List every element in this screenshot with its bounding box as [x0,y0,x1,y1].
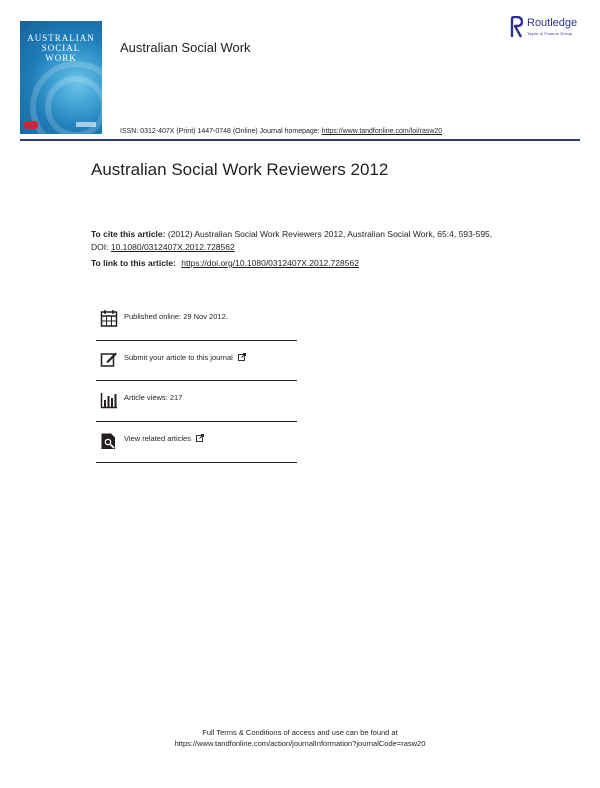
article-views-text: Article views: 217 [124,393,183,402]
info-divider [96,340,297,341]
submit-row[interactable] [96,342,297,382]
views-row [96,383,297,423]
edit-icon [100,350,118,368]
info-divider [96,462,297,463]
cover-title-line2: SOCIAL WORK [41,43,81,63]
submit-article-link[interactable]: Submit your article to this journal [124,353,233,362]
issn-line [120,128,442,135]
external-link-icon [196,434,204,442]
cover-logo-mark [24,121,38,129]
cover-title-line1: AUSTRALIAN [27,33,95,43]
article-title: Australian Social Work Reviewers 2012 [91,160,389,179]
journal-homepage-link[interactable]: https://www.tandfonline.com/loi/rasw20 [321,128,443,135]
link-line [91,258,359,268]
related-row[interactable] [96,424,297,464]
calendar-icon [100,309,118,327]
footer [0,727,600,749]
external-link-icon [238,353,246,361]
cite-label: To cite this article: [91,229,166,239]
info-divider [96,380,297,381]
info-divider [96,421,297,422]
published-online-text: Published online: 29 Nov 2012. [124,312,228,321]
view-related-articles-link[interactable]: View related articles [124,434,191,443]
footer-terms-text: Full Terms & Conditions of access and use can be found at [202,728,398,737]
publisher-name: Routledge [527,17,578,29]
journal-cover-image [20,21,102,134]
related-articles-search-icon [100,432,118,450]
citation-block [91,228,511,254]
article-doi-url-link[interactable]: https://doi.org/10.1080/0312407X.2012.728562 [181,258,359,268]
journal-title[interactable]: Australian Social Work [120,40,251,55]
cite-text: (2012) Australian Social Work Reviewers 2012, Australian Social Work, 65:4, 593-595, DOI: [91,229,493,252]
publisher-tagline: Taylor & Francis Group [527,31,573,36]
routledge-r-icon [510,16,523,38]
link-label: To link to this article: [91,258,176,268]
published-row [96,301,297,341]
header-divider [20,139,580,141]
issn-text: ISSN: 0312-407X (Print) 1447-0748 (Online) Journal homepage: [120,128,320,135]
cover-publisher-mark [76,122,96,127]
footer-terms-url[interactable]: https://www.tandfonline.com/action/journalInformation?journalCode=rasw20 [174,739,426,748]
bar-chart-icon [100,391,118,409]
doi-link[interactable]: 10.1080/0312407X.2012.728562 [110,242,235,252]
